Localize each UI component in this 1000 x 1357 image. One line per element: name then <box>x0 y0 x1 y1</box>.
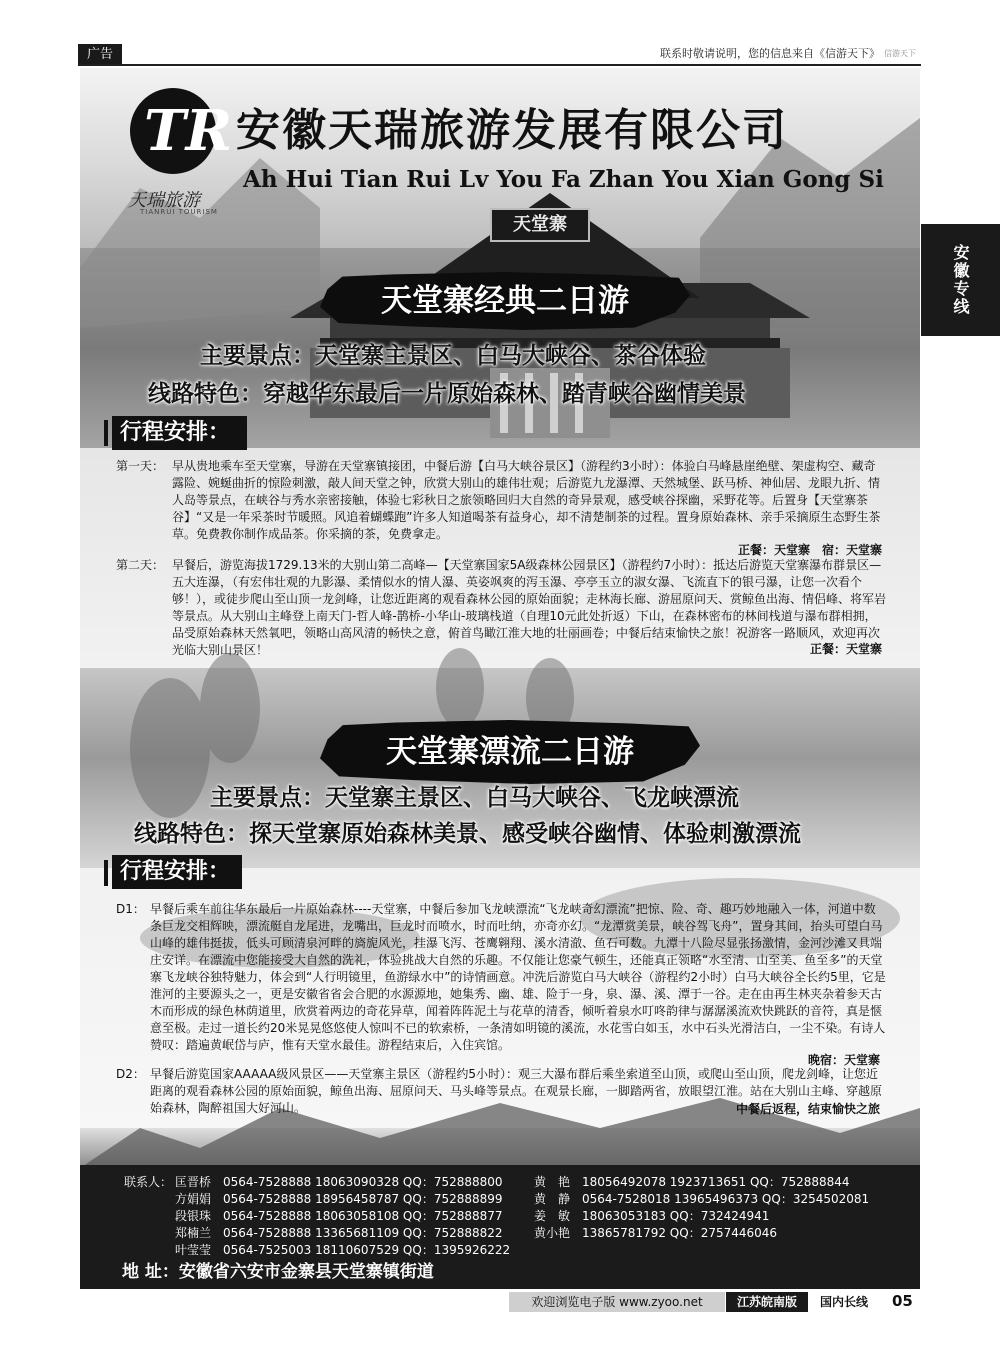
logo-script-name: 天瑞旅游 <box>128 190 200 211</box>
pavilion-sign: 天堂寨 <box>490 208 590 242</box>
tour2-plan-label: 行程安排： <box>112 855 242 889</box>
tour1-day1 <box>116 458 886 543</box>
footer-edition: 江苏皖南版 <box>726 1292 808 1312</box>
tour1-day1-meal: 正餐：天堂寨 宿：天堂寨 <box>737 543 882 557</box>
page-number: 05 <box>892 1292 913 1310</box>
ad-tag: 广告 <box>78 44 122 66</box>
contact-right-row: 黄小艳 13865781792 QQ：2757446046 <box>534 1226 778 1240</box>
tour2-plan-bar <box>104 860 108 886</box>
contact-right-row: 黄 艳 18056492078 1923713651 QQ：752888844 <box>534 1175 850 1189</box>
tour1-plan-label: 行程安排： <box>112 416 247 450</box>
tour2-title: 天堂寨漂流二日游 <box>386 734 634 770</box>
tour2-day2-meal: 中餐后返程，结束愉快之旅 <box>735 1102 880 1116</box>
header-rule <box>78 64 921 66</box>
tour1-day1-label: 第一天： <box>116 459 165 473</box>
company-logo: TR <box>130 88 216 174</box>
contact-left-row: 叶莹莹 0564-7525003 18110607529 QQ：1395926222 <box>175 1243 511 1257</box>
contact-right-row: 黄 静 0564-7528018 13965496373 QQ：3254502081 <box>534 1192 870 1206</box>
company-name-pinyin: Ah Hui Tian Rui Lv You Fa Zhan You Xian Gong Si <box>243 166 884 193</box>
section-side-tab: 安徽专线 <box>921 224 1000 336</box>
tour2-spots: 主要景点：天堂寨主景区、白马大峡谷、飞龙峡漂流 <box>210 784 739 811</box>
tour1-day2-text: 早餐后，游览海拔1729.13米的大别山第二高峰—【天堂寨国家5A级森林公园景区】（游程约7小时）：抵达后游览天堂寨瀑布群景区—五大连瀑，（有宏伟壮观的九影瀑、柔情似水的情人瀑、英姿飒爽的泻玉瀑、亭亭玉立的淑女瀑、飞流直下的银弓瀑，让您一次看个够！），或徒步爬山至山顶一龙剑峰，让您近距离的观看森林公园的原始面貌；走林海长廊、游屈原问天、赏鲸鱼出海、情侣峰、将军岩等景点。从大别山主峰登上南天门-哲人峰-鹊桥-小华山-玻璃栈道（自理10元此处折返）下山，在森林密布的林间栈道与瀑布群相拥，品受原始森林天然氧吧，领略山高风清的畅快之意，俯首鸟瞰江淮大地的壮丽画卷；中餐后结束愉快之旅！祝游客一路顺风，欢迎再次光临大别山景区！ <box>172 558 887 657</box>
company-address: 地 址：安徽省六安市金寨县天堂寨镇街道 <box>122 1262 434 1282</box>
source-notice: 联系时敬请说明，您的信息来自《信游天下》 <box>660 47 880 60</box>
tour2-day1 <box>116 901 886 1054</box>
contact-left-row: 匡晋桥 0564-7528888 18063090328 QQ：752888800 <box>175 1175 503 1189</box>
tour1-day1-text: 早从贵地乘车至天堂寨，导游在天堂寨镇接团，中餐后游【白马大峡谷景区】（游程约3小时）：体验白马峰悬崖绝壁、架虚构空、藏奇露险、婉蜒曲折的惊险刺激，敲人间天堂之钟，欣赏大别山的雄伟壮观；后游览九龙瀑潭、天然城堡、跃马桥、神仙居、龙眼九折、情人岛等景点，在峡谷与秀水亲密接触，体验七彩秋日之旅领略回归大自然的奇异景观，感受峡谷探幽，采野花等。后置身【天堂寨茶谷】“又是一年采茶时节暖照。风追着蝴蝶跑”许多人知道喝茶有益身心，却不清楚制茶的过程。置身原始森林、亲手采摘原生态野生茶草。免费教你制作成品茶。你采摘的茶，免费拿走。 <box>172 459 881 541</box>
tour1-title: 天堂寨经典二日游 <box>381 283 629 319</box>
tour2-day1-label: D1： <box>116 902 145 916</box>
tour2-day1-text: 早餐后乘车前往华东最后一片原始森林----天堂寨，中餐后参加飞龙峡漂流“飞龙峡奇幻漂流”把惊、险、奇、趣巧妙地融入一体，河道中数条巨龙交相辉映，漂流艇自龙尾进，龙嘴出，巨龙时而喷水，时而吐纳，亦奇亦幻。“龙潭赏美景，峡谷驾飞舟”，置身其间，抬头可望白马山峰的雄伟挺拔，低头可顾清泉河畔的旖旎风光，挂瀑飞泻、苍鹰翱翔、溪水清澈、鱼石可数。九潭十八险尽显张扬激情，金河沙滩又具端庄安详。在漂流中您能接受大自然的洗礼，体验挑战大自然的乐趣。不仅能让您豪气顿生，还能真正领略“水至清、山至美、鱼至多”的天堂寨飞龙峡谷独特魅力，体会到“人行明镜里，鱼游绿水中”的诗情画意。冲洗后游览白马大峡谷（游程约2小时）白马大峡谷全长约5里，它是淮河的主要源头之一，更是安徽省省会合肥的水源源地，她集秀、幽、雄、险于一身，泉、瀑、溪、潭于一谷。走在由再生林夹杂着参天古木而形成的绿色林荫道里，欣赏着两边的奇花异草，闻着阵阵泥土与花草的清香，倾听着泉水叮咚韵律与潺潺溪流欢快跳跃的音符，真是惬意至极。走过一道长约20米晃晃悠悠使人惊叫不已的软索桥，一条清如明镜的溪流，水花雪白如玉，水中石头光滑洁白，一尘不染。有诗人赞叹：踏遍黄岷岱与庐，惟有天堂水最佳。游程结束后，入住宾馆。 <box>150 902 886 1052</box>
contact-right-row: 姜 敏 18063053183 QQ：732424941 <box>534 1209 770 1223</box>
footer-section: 国内长线 <box>820 1295 869 1309</box>
tour1-day2-meal: 正餐：天堂寨 <box>809 642 882 656</box>
logo-subtitle: TIANRUI TOURISM <box>140 208 218 216</box>
contact-label: 联系人： <box>124 1175 173 1189</box>
publisher-logo: 信游天下 <box>884 49 916 58</box>
contact-left-row: 郑楠兰 0564-7528888 13365681109 QQ：752888822 <box>175 1226 503 1240</box>
contact-left-row: 段银珠 0564-7528888 18063058108 QQ：752888877 <box>175 1209 503 1223</box>
footer-website[interactable]: 欢迎浏览电子版 www.zyoo.net <box>509 1292 725 1312</box>
company-name: 安徽天瑞旅游发展有限公司 <box>236 105 788 156</box>
tour2-day2-label: D2： <box>116 1067 145 1081</box>
tour2-day2-text: 早餐后游览国家AAAAA级风景区——天堂寨主景区（游程约5小时）：观三大瀑布群后乘坐索道至山顶，或爬山至山顶，爬龙剑峰，让您近距离的观看森林公园的原始面貌，鲸鱼出海、屈原问天、马头峰等景点。在观景长廊，一脚踏两省，放眼望江淮。站在大别山主峰、穿越原始森林，陶醉祖国大好河山。 <box>150 1067 883 1115</box>
tour1-day2-label: 第二天： <box>116 558 165 572</box>
tour1-spots: 主要景点：天堂寨主景区、白马大峡谷、茶谷体验 <box>200 342 706 369</box>
contact-left-row: 方娟娟 0564-7528888 18956458787 QQ：752888899 <box>175 1192 503 1206</box>
tour2-feature: 线路特色：探天堂寨原始森林美景、感受峡谷幽情、体验刺激漂流 <box>134 820 801 847</box>
tour1-plan-bar <box>104 420 108 446</box>
tour2-day1-meal: 晚宿：天堂寨 <box>807 1053 880 1067</box>
tour1-feature: 线路特色：穿越华东最后一片原始森林、踏青峡谷幽情美景 <box>148 380 746 407</box>
